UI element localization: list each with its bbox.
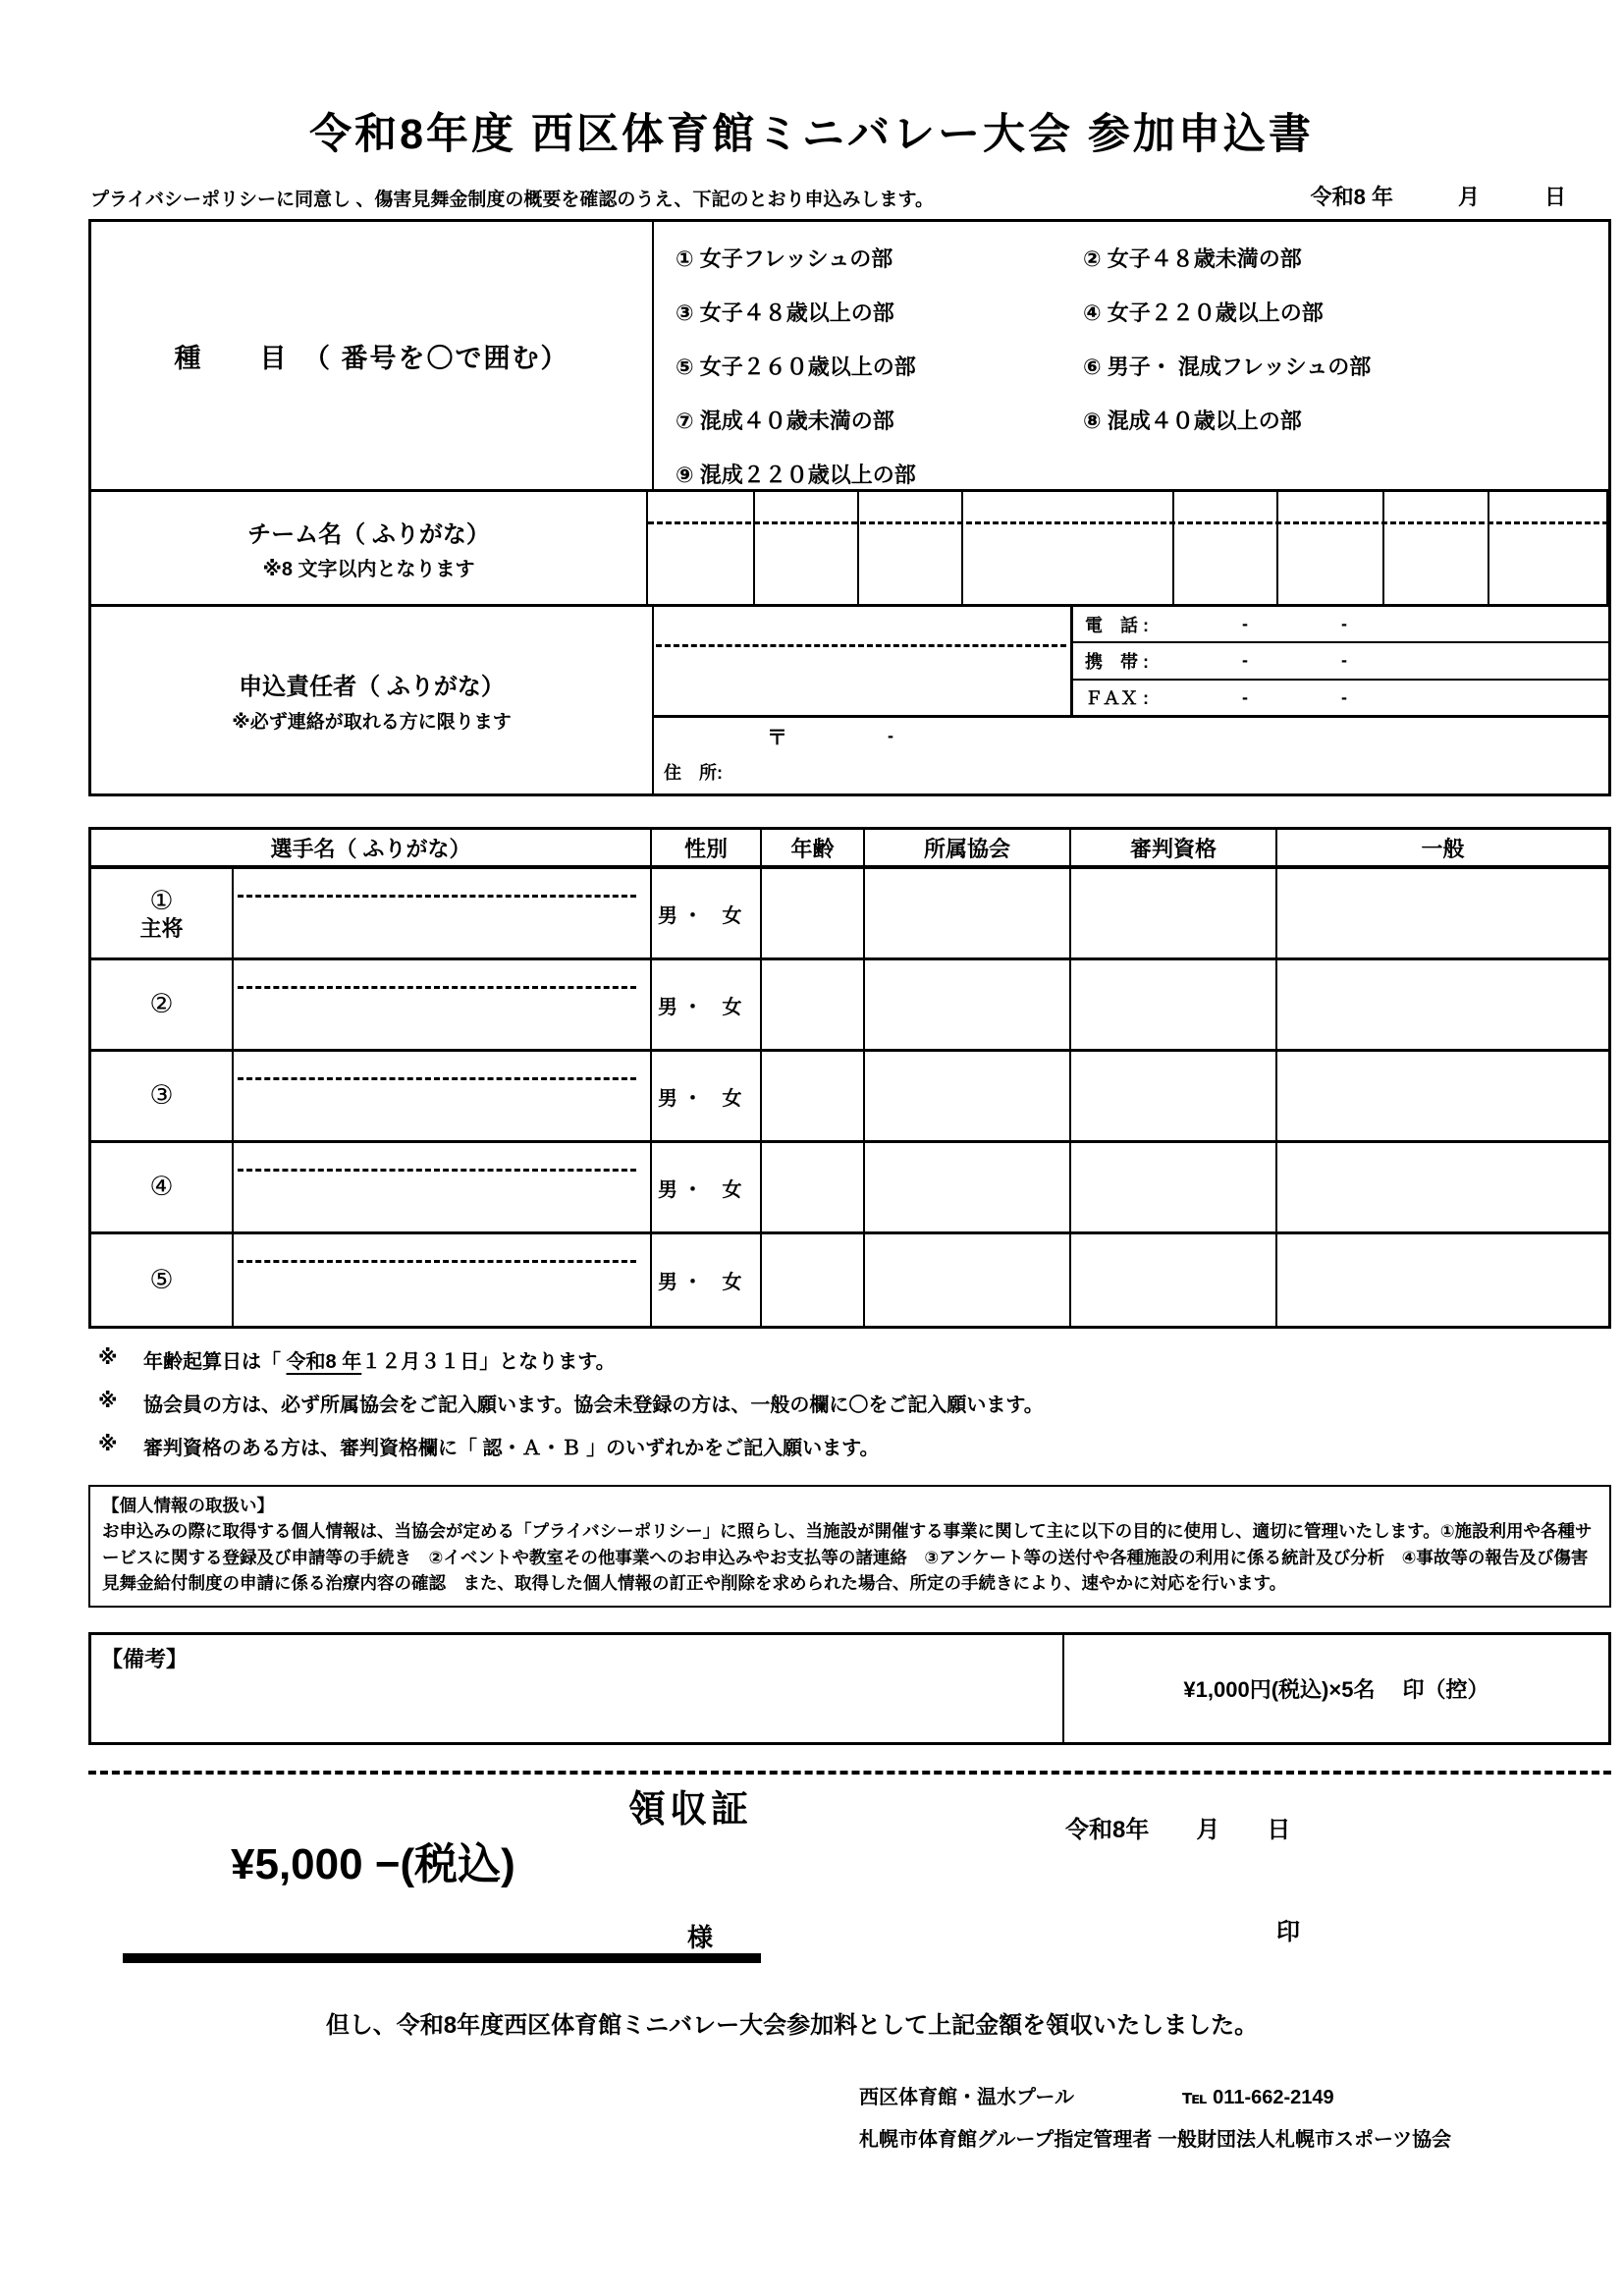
team-name-note: ※8 文字以内となります [262,559,475,580]
privacy-notice-body: お申込みの際に取得する個人情報は、当協会が定める「プライバシーポリシー」に照らし、当施設が開催する事業に関して主に以下の目的に使用し、適切に管理いたします。①施設利用や各種サービスに関する登録及び申請等の手続き ②イベントや教室その他事業へのお申込みやお支払等の諸連絡 ③アンケート等の送付や各種施設の利用に係る統計及び分析 ④事故等の報告及び傷害見舞金給付制度の申請に係る治療内容の確認 また、取得した個人情報の訂正や削除を求められた場合、所定の手続きにより、速やかに対応を行います。 [102,1521,1593,1593]
application-date: 令和8 年 月 日 [1310,185,1566,209]
team-name-cell-8[interactable] [1489,492,1608,604]
applicant-row [91,604,1608,793]
player-name-field[interactable] [234,1143,652,1231]
player-referee-field[interactable] [1071,1234,1277,1326]
player-number-cell [91,869,234,957]
team-name-row [91,489,1608,604]
team-name-cell-3[interactable] [859,492,963,604]
contact-row-3[interactable] [1073,681,1608,715]
category-options [654,222,1608,489]
category-option-8[interactable]: ⑧ 混成４０歳以上の部 [1083,409,1302,433]
player-number: ② [149,989,174,1019]
team-name-cell-1[interactable] [648,492,755,604]
player-general-field[interactable] [1277,869,1608,957]
player-gender-choice[interactable]: 男 ・ 女 [652,869,762,957]
team-name-cell-4[interactable] [963,492,1174,604]
category-option-4[interactable]: ④ 女子２２０歳以上の部 [1083,301,1324,325]
address-label: 住 所: [664,763,723,783]
player-number: ① [149,885,174,915]
player-number-cell [91,960,234,1049]
issuer-footer [859,2077,1623,2161]
footnote-mark: ※ [98,1391,118,1412]
applicant-label: 申込責任者（ ふりがな） [239,674,505,700]
contact-row-1[interactable] [1073,607,1608,643]
player-general-field[interactable] [1277,960,1608,1049]
footnote-mark: ※ [98,1434,118,1455]
player-row-3 [91,1052,1608,1143]
form-title: 令和8年度 西区体育館ミニバレー大会 参加申込書 [309,111,1314,158]
team-name-cell-5[interactable] [1174,492,1278,604]
underlined-era: 令和8 年 [286,1351,362,1373]
player-referee-field[interactable] [1071,869,1277,957]
player-row-2 [91,960,1608,1052]
category-option-9[interactable]: ⑨ 混成２２０歳以上の部 [676,463,916,487]
player-gender-choice[interactable]: 男 ・ 女 [652,1234,762,1326]
players-header-3: 年齢 [762,830,865,865]
player-name-field[interactable] [234,869,652,957]
footnote-2 [98,1389,1623,1417]
footnote-3 [98,1432,1623,1460]
player-row-4 [91,1143,1608,1234]
postal-separator: - [888,726,893,745]
furigana-divider [238,1169,636,1172]
contact-label: 携 帯 : [1085,651,1149,672]
furigana-divider [238,1077,636,1080]
player-referee-field[interactable] [1071,1143,1277,1231]
player-name-field[interactable] [234,960,652,1049]
facility-manager: 札幌市体育館グループ指定管理者 一般財団法人札幌市スポーツ協会 [859,2129,1452,2151]
players-header-6: 一般 [1421,836,1465,861]
applicant-note: ※必ず連絡が取れる方に限ります [232,712,512,733]
players-table [88,827,1611,1329]
player-gender-choice[interactable]: 男 ・ 女 [652,960,762,1049]
players-table-body [91,869,1608,1326]
agreement-statement: プライバシーポリシーに同意し 、傷害見舞金制度の概要を確認のうえ、下記のとおり申込みします。 [90,190,934,210]
applicant-label-cell [91,607,654,793]
privacy-notice-box [88,1485,1611,1608]
team-name-label-cell [91,492,648,604]
contact-numbers-box [1073,607,1608,715]
application-table [88,219,1611,796]
player-number: ④ [149,1172,174,1202]
team-name-cell-7[interactable] [1384,492,1489,604]
players-table-header [91,830,1608,869]
player-association-field[interactable] [865,960,1071,1049]
players-header-1: 選手名（ ふりがな） [91,830,652,865]
player-referee-field[interactable] [1071,960,1277,1049]
contact-label: 電 話 : [1085,615,1149,635]
footnote-text: 協会員の方は、必ず所属協会をご記入願います。協会未登録の方は、一般の欄に〇をご記入願います。 [143,1394,1044,1416]
receipt-addressee-suffix: 様 [687,1923,714,1952]
player-name-field[interactable] [234,1234,652,1326]
number-separator: - [1242,686,1248,707]
player-association-field[interactable] [865,869,1071,957]
category-option-6[interactable]: ⑥ 男子・ 混成フレッシュの部 [1083,355,1372,379]
furigana-divider [238,1260,636,1263]
number-separator: - [1341,686,1347,707]
player-age-field[interactable] [762,1143,865,1231]
furigana-divider [648,521,1608,524]
footnote-text: 審判資格のある方は、審判資格欄に「 認・Ａ・Ｂ 」のいずれかをご記入願います。 [143,1438,880,1459]
team-name-grid [648,492,1608,604]
contact-row-2[interactable] [1073,643,1608,680]
player-age-field[interactable] [762,1052,865,1140]
furigana-divider [656,644,1066,647]
team-name-label: チーム名（ ふりがな） [247,521,490,548]
privacy-notice-title: 【個人情報の取扱い】 [102,1496,274,1515]
furigana-divider [238,986,636,989]
team-name-cell-2[interactable] [755,492,859,604]
number-separator: - [1242,614,1248,634]
player-association-field[interactable] [865,1052,1071,1140]
player-referee-field[interactable] [1071,1052,1277,1140]
player-gender-choice[interactable]: 男 ・ 女 [652,1143,762,1231]
contact-label: ＦＡＸ : [1085,688,1149,709]
footnotes [98,1345,1623,1460]
receipt-name-underline [123,1953,761,1963]
remarks-field[interactable] [91,1635,1062,1742]
receipt-title: 領収証 [628,1789,753,1831]
player-age-field[interactable] [762,869,865,957]
number-separator: - [1242,650,1248,671]
players-header-4: 所属協会 [865,830,1071,865]
players-header-5: 審判資格 [1071,830,1277,865]
player-number-cell [91,1052,234,1140]
category-option-7[interactable]: ⑦ 混成４０歳未満の部 [676,409,894,433]
remarks-label: 【備考】 [101,1647,189,1671]
player-row-1 [91,869,1608,960]
number-separator: - [1341,650,1347,671]
player-number: ③ [149,1080,174,1111]
player-name-field[interactable] [234,1052,652,1140]
footnote-mark: ※ [98,1347,118,1369]
applicant-name-field[interactable] [654,607,1073,715]
footnote-1 [98,1345,1623,1374]
category-row [91,222,1608,489]
applicant-fields [654,607,1608,793]
remarks-box [88,1632,1611,1745]
team-name-cell-6[interactable] [1278,492,1384,604]
player-number: ⑤ [149,1264,174,1294]
category-option-5[interactable]: ⑤ 女子２６０歳以上の部 [676,355,916,379]
player-age-field[interactable] [762,1234,865,1326]
players-header-2: 性別 [652,830,762,865]
receipt-seal-mark: 印 [1276,1919,1300,1945]
player-general-field[interactable] [1277,1052,1608,1140]
fee-cell: ¥1,000円(税込)×5名 印（控） [1062,1635,1608,1742]
player-association-field[interactable] [865,1143,1071,1231]
player-general-field[interactable] [1277,1234,1608,1326]
category-label: 種 目 （ 番号を〇で囲む） [174,343,569,373]
player-row-5 [91,1234,1608,1326]
furigana-divider [238,895,636,898]
player-age-field[interactable] [762,960,865,1049]
receipt-section [0,1775,1623,1986]
player-gender-choice[interactable]: 男 ・ 女 [652,1052,762,1140]
player-number-cell [91,1234,234,1326]
player-number-cell [91,1143,234,1231]
player-association-field[interactable] [865,1234,1071,1326]
address-field[interactable] [654,715,1608,793]
number-separator: - [1341,614,1347,634]
category-label-cell [91,222,654,489]
category-option-2[interactable]: ② 女子４８歳未満の部 [1083,246,1302,271]
player-general-field[interactable] [1277,1143,1608,1231]
category-option-3[interactable]: ③ 女子４８歳以上の部 [676,301,894,325]
category-option-1[interactable]: ① 女子フレッシュの部 [676,246,893,271]
postal-mark: 〒 [767,727,787,749]
receipt-date: 令和8年 月 日 [1065,1817,1291,1843]
subtitle-row [90,181,1566,211]
receipt-statement: 但し、令和8年度西区体育館ミニバレー大会参加料として上記金額を領収いたしました。 [325,2012,1259,2039]
footnote-text: 年齢起算日は「 令和8 年１２月３１日」となります。 [143,1351,616,1373]
facility-phone: ℡ 011-662-2149 [1182,2087,1334,2108]
player-role: 主将 [139,915,184,941]
facility-name: 西区体育館・温水プール [859,2087,1074,2108]
receipt-amount: ¥5,000 −(税込) [231,1840,515,1888]
